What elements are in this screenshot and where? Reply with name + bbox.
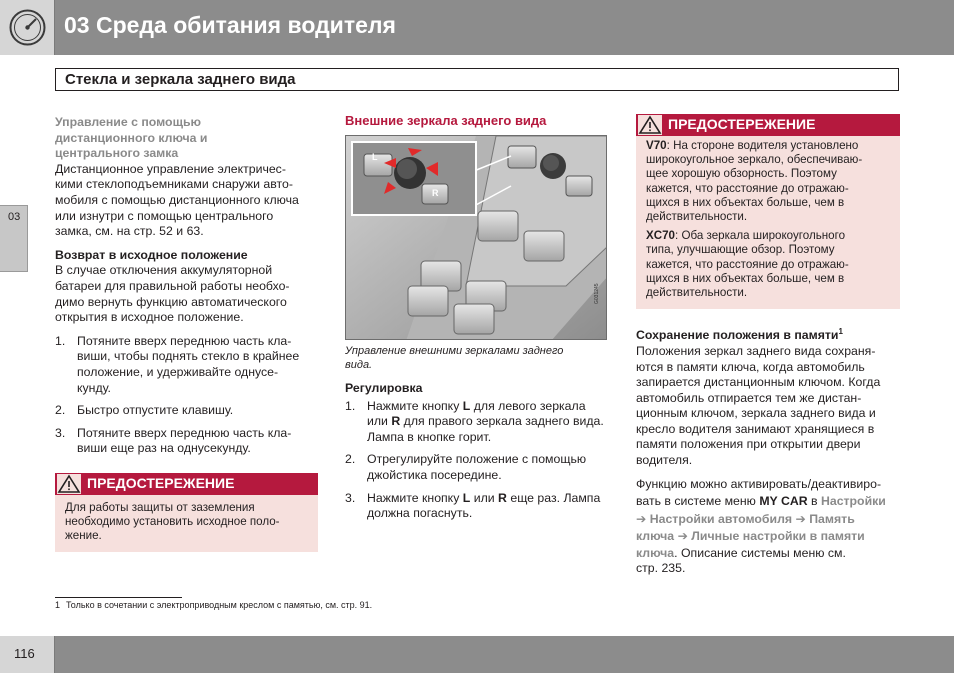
list-item: 1. Потяните вверх переднюю часть кла- виши, чтобы поднять стекло в крайнее положение, и удерживайте однусе- кунду. (55, 333, 300, 395)
button-r-label: R (432, 188, 439, 198)
button-name: L (462, 490, 471, 505)
chapter-icon-box (0, 0, 55, 55)
memory-paragraph: Положения зеркал заднего вида сохраня- ются в памяти ключа, когда автомобиль запирается дистанционным ключом. Когда автомобиль отпирается тем же дистан- ционным ключом, зеркала заднего вида и кресло водителя занимают хранящиеся в памяти положения при открытии двери водителя. (636, 343, 881, 468)
column-3 (636, 114, 900, 577)
list-item: 3. Потяните вверх переднюю часть кла- виши еще раз на однусекунду. (55, 425, 292, 456)
warning-xc70: XC70: Оба зеркала широкоугольного типа, улучшающие обзор. Поэтому кажется, что расстояние до отражаю- щихся в них объектах больше, чем в действительности. (646, 229, 849, 300)
button-name: R (498, 490, 507, 505)
reset-heading: Возврат в исходное положение (55, 247, 248, 262)
chapter-side-tab (0, 205, 28, 272)
footnote: 1 Только в сочетании с электроприводным креслом с памятью, см. стр. 91. (55, 600, 373, 610)
figure-caption: Управление внешними зеркалами заднего вида. (345, 345, 564, 371)
footnote-divider (55, 597, 182, 598)
page-number: 116 (14, 646, 35, 661)
footer-bar (0, 636, 954, 673)
button-l-label: L (372, 152, 378, 162)
list-item: 2. Отрегулируйте положение с помощью джойстика посередине. (345, 452, 587, 482)
section-title-box (55, 68, 899, 91)
button-name: R (391, 414, 401, 429)
mirrors-heading: Внешние зеркала заднего вида (345, 113, 547, 128)
adjust-heading: Регулировка (345, 381, 423, 395)
speedometer-icon (0, 0, 55, 55)
my-car-label: MY CAR (759, 494, 808, 509)
memory-heading: Сохранение положения в памяти$^1$ (636, 327, 843, 343)
chapter-title: 03 Среда обитания водителя (64, 12, 396, 38)
warning-box-2 (636, 114, 900, 309)
menu-settings: Настройки (820, 494, 886, 509)
menu-personal-settings: Личные настройки в памяти (691, 529, 865, 544)
button-name: L (462, 398, 471, 413)
warning-body: Для работы защиты от заземления необходимо установить исходное поло- жение. (55, 495, 318, 553)
warning-triangle-icon (57, 474, 81, 494)
chapter-side-tab-label: 03 (8, 211, 21, 223)
reset-paragraph: В случае отключения аккумуляторной батареи для правильной работы необхо- димо вернуть функцию автоматического открытия в исходное положение. (55, 263, 290, 325)
menu-key-memory: Память (809, 511, 855, 526)
column-2 (345, 113, 607, 529)
figure-code: G031245 (594, 283, 600, 304)
step-text: для правого зеркала заднего вида. Лампа в кнопке горит. (367, 414, 604, 444)
warning-triangle-icon (638, 115, 662, 135)
menu-vehicle-settings: Настройки автомобиля (649, 511, 793, 526)
remote-control-paragraph: Дистанционное управление электричес- кими стеклоподъемниками снаружи авто- мобиля с помощью дистанционного ключа или изнутри с помощью центрального замка, см. на стр. 52 и 63. (55, 161, 299, 239)
arrow-icon: ➔ (677, 529, 688, 544)
remote-control-heading: Управление с помощью дистанционного ключа и центрального замка (55, 115, 208, 161)
warning-label: ПРЕДОСТЕРЕЖЕНИЕ (668, 116, 816, 132)
list-item: 3. Нажмите кнопку L или R еще раз. Лампа должна погаснуть. (345, 490, 601, 521)
mirror-controls-figure (345, 135, 607, 340)
arrow-icon: ➔ (636, 511, 647, 526)
warning-v70: V70: На стороне водителя установлено широкоугольное зеркало, обеспечиваю- щее хорошую обзорность. Поэтому кажется, что расстояние до отражаю- щихся в них объектах больше, чем в действительности. (646, 139, 863, 224)
warning-body (636, 136, 900, 309)
step-text: Нажмите кнопку (367, 490, 463, 505)
column-1 (55, 115, 318, 552)
adjust-steps-list (345, 399, 607, 522)
arrow-icon: ➔ (795, 511, 806, 526)
mirror-controls-illustration (346, 136, 607, 340)
warning-header (636, 114, 900, 136)
reset-steps-list (55, 334, 318, 457)
list-item: 2. Быстро отпустите клавишу. (55, 403, 234, 418)
menu-path-paragraph: Функцию можно активировать/деактивиро- вать в системе меню MY CAR в Настройки ➔ Настройки автомобиля ➔ Память ключа ➔ Личные настройки в памяти ключа. Описание системы меню см. стр. 235. (636, 476, 886, 576)
list-item: 1. Нажмите кнопку L для левого зеркала или R для правого зеркала заднего вида. Лампа в кнопке горит. (345, 398, 604, 444)
step-text: или (470, 490, 499, 505)
step-text: Отрегулируйте положение с помощью джойстика посередине. (367, 452, 587, 482)
step-text: еще раз. Лампа должна погаснуть. (367, 490, 601, 521)
section-title: Стекла и зеркала заднего вида (65, 71, 296, 88)
footnote-ref: 1 (838, 327, 843, 337)
step-text: Нажмите кнопку (367, 398, 463, 413)
warning-box-1 (55, 473, 318, 553)
warning-label: ПРЕДОСТЕРЕЖЕНИЕ (87, 474, 235, 491)
warning-header (55, 473, 318, 495)
step-text: для левого зеркала или (367, 398, 586, 429)
